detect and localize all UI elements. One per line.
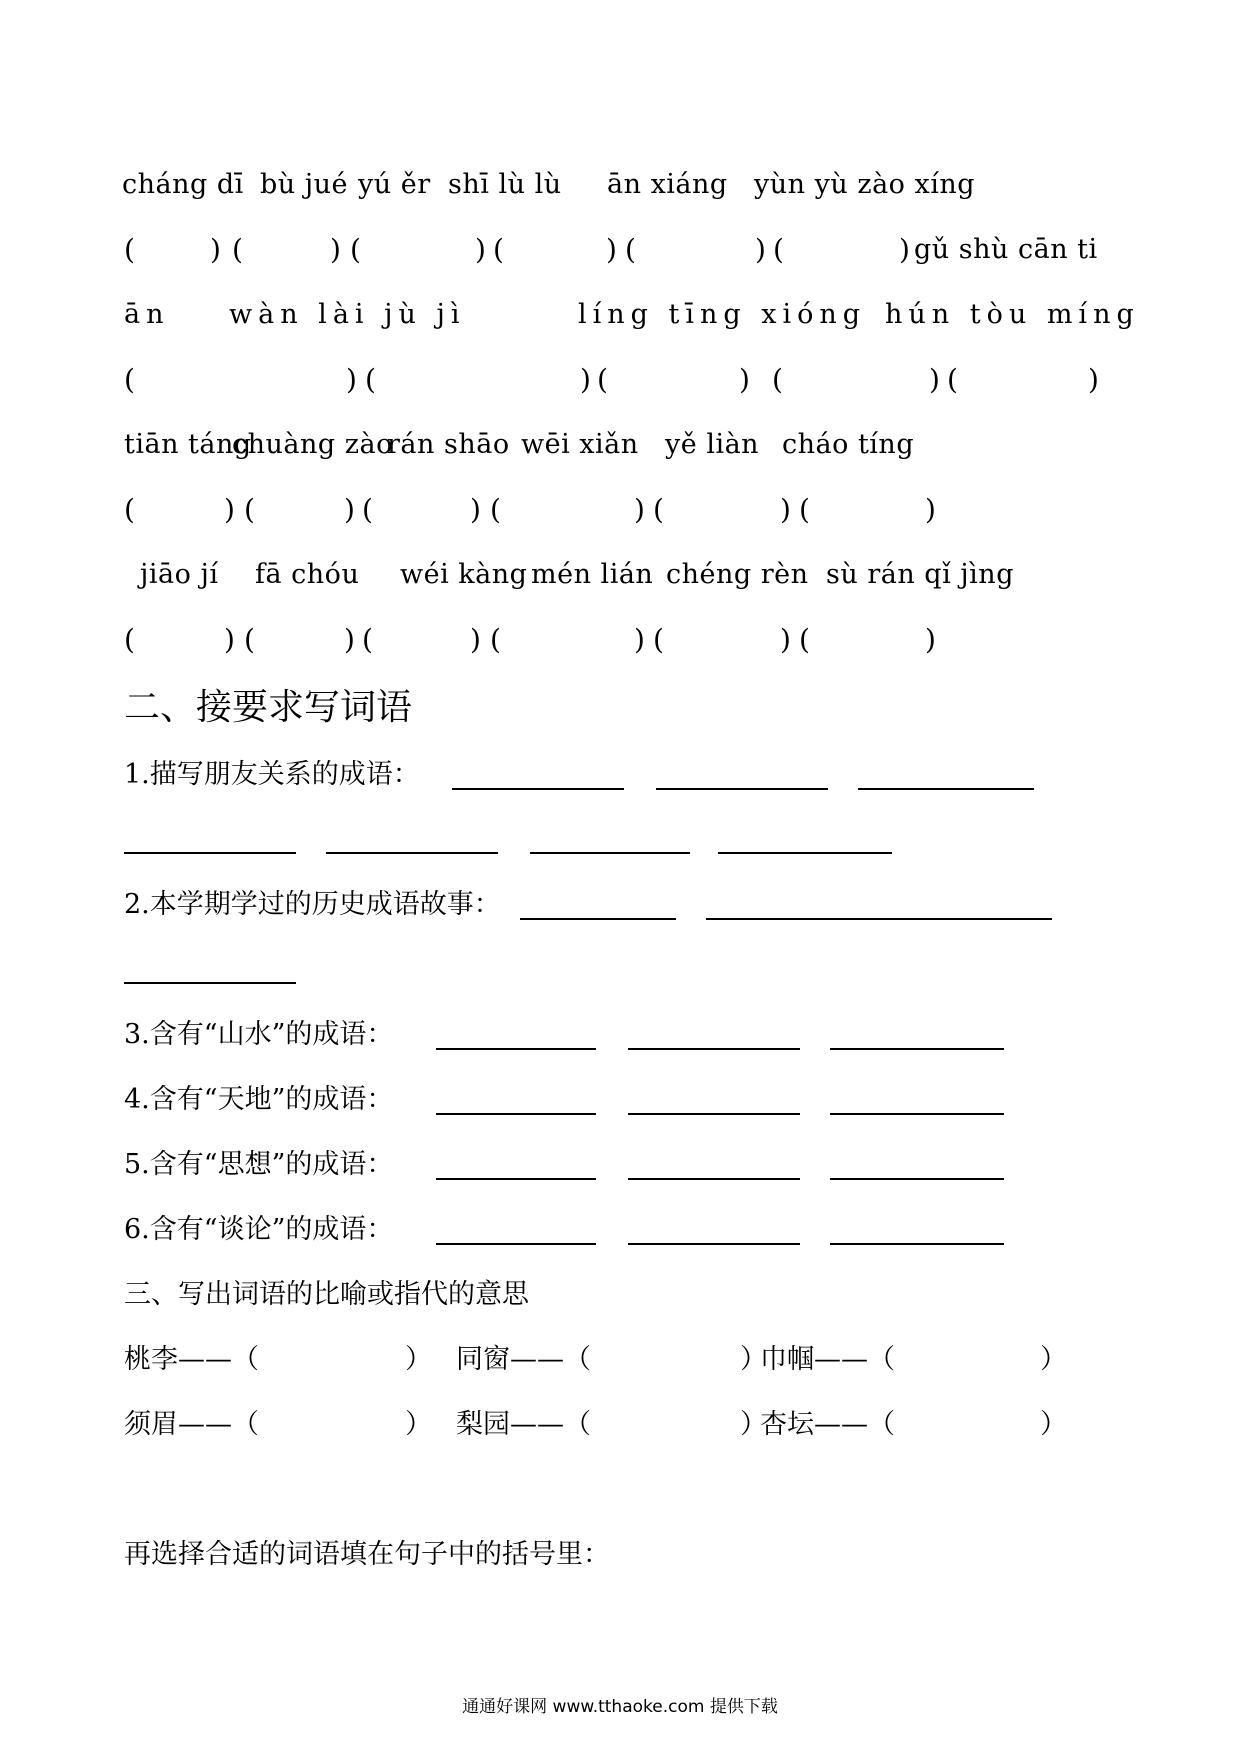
answer-blank[interactable] — [628, 1048, 800, 1050]
term-label: 杏坛——（ — [760, 1409, 895, 1440]
close-bracket: ） — [1040, 1344, 1067, 1375]
pinyin-word: rán shāo — [387, 429, 510, 460]
answer-blank[interactable] — [628, 1178, 800, 1180]
close-bracket: ) — [634, 623, 645, 656]
close-bracket: ） — [740, 1344, 767, 1375]
open-bracket: ( — [124, 233, 135, 266]
open-bracket: ( — [124, 493, 135, 526]
question-text: 1.描写朋友关系的成语： — [124, 759, 420, 790]
close-bracket: ) — [925, 623, 936, 656]
question-text: 6.含有“谈论”的成语： — [124, 1214, 394, 1245]
meaning-row-2 — [0, 1405, 1240, 1445]
close-bracket: ) — [470, 493, 481, 526]
question-text: 5.含有“思想”的成语： — [124, 1149, 394, 1180]
question-6 — [0, 1210, 1240, 1250]
pinyin-word: sù rán qǐ jìng — [826, 559, 1014, 590]
pinyin-word: yú ěr — [358, 169, 431, 200]
instruction-text: 再选择合适的词语填在句子中的括号里： — [124, 1539, 610, 1570]
close-bracket: ) — [780, 493, 791, 526]
pinyin-word: jiāo jí — [140, 559, 219, 590]
close-bracket: ) — [346, 363, 357, 396]
term-label: 梨园——（ — [456, 1409, 591, 1440]
pinyin-word: chéng rèn — [666, 559, 809, 590]
close-bracket: ) — [344, 493, 355, 526]
section-title: 二、接要求写词语 — [124, 687, 413, 728]
pinyin-word: bù jué — [260, 169, 348, 200]
pinyin-word: tiān táng — [124, 429, 252, 460]
answer-blank[interactable] — [124, 982, 296, 984]
pinyin-word: chuàng zào — [232, 429, 393, 460]
term-label: 须眉——（ — [124, 1409, 259, 1440]
close-bracket: ) — [899, 233, 910, 266]
page-footer: 通通好课网 www.tthaoke.com 提供下载 — [462, 1697, 778, 1717]
open-bracket: ( — [124, 623, 135, 656]
open-bracket: ( — [653, 493, 664, 526]
answer-blank[interactable] — [858, 788, 1034, 790]
open-bracket: ( — [490, 623, 501, 656]
pinyin-word: gǔ shù cān ti — [914, 234, 1098, 265]
pinyin-word: líng tīng xióng — [578, 299, 867, 330]
question-5 — [0, 1145, 1240, 1185]
answer-blank[interactable] — [830, 1178, 1004, 1180]
answer-blank[interactable] — [718, 852, 892, 854]
answer-blank[interactable] — [706, 918, 1052, 920]
pinyin-word: yùn yù zào xíng — [754, 169, 976, 200]
open-bracket: ( — [244, 493, 255, 526]
answer-blank[interactable] — [436, 1178, 596, 1180]
answer-blank[interactable] — [436, 1048, 596, 1050]
answer-blank[interactable] — [520, 918, 676, 920]
answer-blank[interactable] — [830, 1243, 1004, 1245]
pinyin-row-3 — [0, 425, 1240, 465]
pinyin-word: hún tòu míng — [885, 299, 1140, 330]
instruction-line — [0, 1535, 1240, 1575]
pinyin-word: wàn lài jù jì — [229, 299, 466, 330]
close-bracket: ) — [330, 233, 341, 266]
close-bracket: ) — [1088, 363, 1099, 396]
answer-brackets-row-2 — [0, 360, 1240, 400]
close-bracket: ) — [634, 493, 645, 526]
open-bracket: ( — [625, 233, 636, 266]
question-4 — [0, 1080, 1240, 1120]
answer-blank[interactable] — [530, 852, 690, 854]
close-bracket: ) — [475, 233, 486, 266]
open-bracket: ( — [244, 623, 255, 656]
pinyin-word: fā chóu — [255, 559, 360, 590]
question-text: 3.含有“山水”的成语： — [124, 1019, 394, 1050]
open-bracket: ( — [799, 623, 810, 656]
answer-brackets-row-3 — [0, 490, 1240, 530]
open-bracket: ( — [365, 363, 376, 396]
close-bracket: ) — [470, 623, 481, 656]
close-bracket: ) — [606, 233, 617, 266]
answer-blank[interactable] — [830, 1113, 1004, 1115]
pinyin-word: ān xiáng — [607, 169, 728, 200]
question-3 — [0, 1015, 1240, 1055]
close-bracket: ) — [929, 363, 940, 396]
pinyin-word: cháo tíng — [782, 429, 915, 460]
question-text: 2.本学期学过的历史成语故事： — [124, 889, 501, 920]
open-bracket: ( — [772, 363, 783, 396]
answer-blank[interactable] — [628, 1243, 800, 1245]
close-bracket: ) — [925, 493, 936, 526]
answer-blank[interactable] — [436, 1243, 596, 1245]
open-bracket: ( — [773, 233, 784, 266]
section-2-heading — [0, 683, 1240, 733]
close-bracket: ) — [210, 233, 221, 266]
meaning-row-1 — [0, 1340, 1240, 1380]
close-bracket: ) — [780, 623, 791, 656]
pinyin-word: shī lù lù — [448, 169, 562, 200]
close-bracket: ） — [1040, 1409, 1067, 1440]
close-bracket: ） — [405, 1409, 432, 1440]
section-3-heading — [0, 1275, 1240, 1315]
open-bracket: ( — [362, 493, 373, 526]
question-text: 4.含有“天地”的成语： — [124, 1084, 394, 1115]
close-bracket: ) — [739, 363, 750, 396]
open-bracket: ( — [350, 233, 361, 266]
answer-blank[interactable] — [656, 788, 828, 790]
answer-blank[interactable] — [124, 852, 296, 854]
open-bracket: ( — [232, 233, 243, 266]
answer-blank[interactable] — [628, 1113, 800, 1115]
term-label: 桃李——（ — [124, 1344, 259, 1375]
pinyin-word: yě liàn — [665, 429, 760, 460]
close-bracket: ） — [405, 1344, 432, 1375]
open-bracket: ( — [362, 623, 373, 656]
open-bracket: ( — [597, 363, 608, 396]
answer-brackets-row-4 — [0, 620, 1240, 660]
close-bracket: ) — [224, 493, 235, 526]
close-bracket: ） — [740, 1409, 767, 1440]
close-bracket: ) — [580, 363, 591, 396]
term-label: 巾帼——（ — [760, 1344, 895, 1375]
pinyin-row-4 — [0, 555, 1240, 595]
pinyin-word: ān — [124, 299, 170, 330]
open-bracket: ( — [653, 623, 664, 656]
open-bracket: ( — [490, 493, 501, 526]
pinyin-row-1 — [0, 165, 1240, 205]
pinyin-word: cháng dī — [122, 169, 244, 200]
answer-blank[interactable] — [326, 852, 498, 854]
close-bracket: ) — [755, 233, 766, 266]
answer-blank[interactable] — [830, 1048, 1004, 1050]
answer-blank[interactable] — [436, 1113, 596, 1115]
term-label: 同窗——（ — [456, 1344, 591, 1375]
pinyin-row-2 — [0, 295, 1240, 335]
open-bracket: ( — [799, 493, 810, 526]
pinyin-word: mén lián — [531, 559, 654, 590]
pinyin-word: wēi xiǎn — [521, 429, 639, 460]
open-bracket: ( — [493, 233, 504, 266]
open-bracket: ( — [124, 363, 135, 396]
open-bracket: ( — [947, 363, 958, 396]
answer-blank[interactable] — [452, 788, 624, 790]
section-title: 三、写出词语的比喻或指代的意思 — [124, 1279, 529, 1310]
pinyin-word: wéi kàng — [400, 559, 528, 590]
close-bracket: ) — [224, 623, 235, 656]
answer-brackets-row-1 — [0, 230, 1240, 270]
close-bracket: ) — [344, 623, 355, 656]
